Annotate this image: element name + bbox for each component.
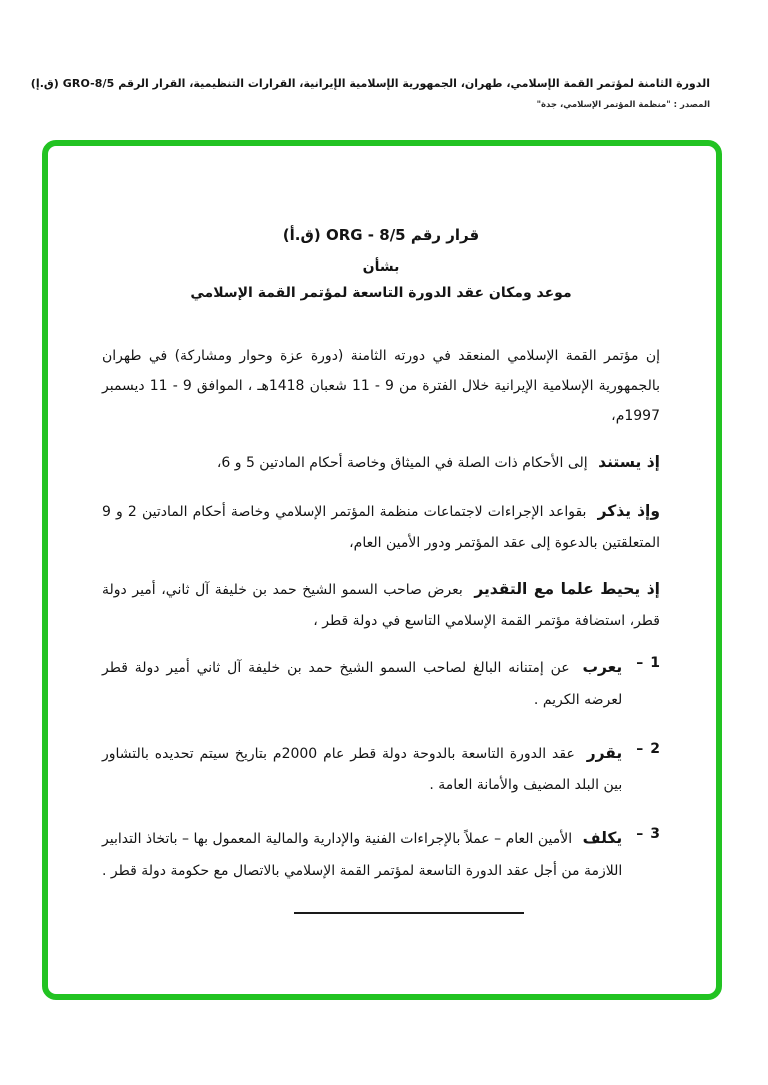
separator-line bbox=[294, 912, 524, 914]
preamble-clause bbox=[102, 573, 660, 636]
item-number: 2 bbox=[650, 740, 660, 757]
item-dash: – bbox=[636, 826, 644, 843]
item-dash: – bbox=[636, 740, 644, 757]
item-lead: يكلف bbox=[582, 829, 623, 848]
item-dash: – bbox=[636, 655, 644, 672]
source-line: المصدر : "منظمة المؤتمر الإسلامي، جدة" bbox=[536, 99, 710, 110]
clause-text: بقواعد الإجراءات لاجتماعات منظمة المؤتمر الإسلامي وخاصة أحكام المادتين 2 و 9 المتعلقتين بالدعوة إلى عقد المؤتمر ودور الأمين العام، bbox=[102, 503, 660, 551]
item-text bbox=[102, 651, 622, 714]
clause-lead: إذ يحيط علما مع التقدير bbox=[474, 580, 660, 598]
subject-label: بشأن bbox=[362, 259, 400, 275]
item-body: عقد الدورة التاسعة بالدوحة دولة قطر عام 2000م بتاريخ سيتم تحديده بالتشاور بين البلد المضيف والأمانة العامة . bbox=[102, 745, 623, 794]
title-block bbox=[102, 226, 660, 301]
item-body: الأمين العام – عملاً بالإجراءات الفنية والإدارية والمالية المعمول بها – باتخاذ التدابير اللازمة من أجل عقد الدورة التاسعة لمؤتمر القمة الإسلامي بالاتصال مع حكومة دولة قطر . bbox=[102, 831, 623, 879]
document-frame bbox=[42, 140, 722, 1000]
clause-lead: وإذ يذكر bbox=[597, 501, 660, 520]
operative-item bbox=[102, 737, 660, 800]
clause-text: إلى الأحكام ذات الصلة في الميثاق وخاصة أحكام المادتين 5 و 6، bbox=[216, 455, 588, 472]
clause-lead: إذ يستند bbox=[598, 453, 660, 472]
operative-item bbox=[102, 651, 660, 714]
clause-text: بعرض صاحب السمو الشيخ حمد بن خليفة آل ثاني، أمير دولة قطر، استضافة مؤتمر القمة الإسلامي التاسع في دولة قطر ، bbox=[102, 582, 660, 630]
item-number: 1 bbox=[650, 655, 660, 672]
preamble-clause bbox=[102, 495, 660, 558]
citation-line: الدورة الثامنة لمؤتمر القمة الإسلامي، طهران، الجمهورية الإسلامية الإيرانية، القرارات التنظيمية، القرار الرقم GRO-8/5 (ق.إ) bbox=[30, 77, 710, 90]
item-body: عن إمتنانه البالغ لصاحب السمو الشيخ حمد بن خليفة آل ثاني أمير دولة قطر لعرضه الكريم . bbox=[102, 660, 623, 708]
preamble-clause bbox=[102, 446, 660, 479]
opening-paragraph: إن مؤتمر القمة الإسلامي المنعقد في دورته الثامنة (دورة عزة وحوار ومشاركة) في طهران بالجمهورية الإسلامية الإيرانية خلال الفترة من 9 - 11 شعبان 1418هـ ، الموافق 9 - 11 ديسمبر 1997م، bbox=[102, 348, 661, 425]
operative-item bbox=[102, 822, 660, 885]
resolution-number: قرار رقم ORG - 8/5 (ق.أ) bbox=[282, 226, 480, 244]
item-lead: يقرر bbox=[586, 743, 623, 762]
item-text bbox=[102, 737, 622, 800]
page-header bbox=[30, 76, 710, 110]
item-text bbox=[102, 822, 622, 885]
item-lead: يعرب bbox=[582, 658, 623, 677]
item-number: 3 bbox=[650, 826, 660, 843]
resolution-document bbox=[48, 146, 716, 994]
subject-title: موعد ومكان عقد الدورة التاسعة لمؤتمر القمة الإسلامي bbox=[190, 285, 572, 301]
